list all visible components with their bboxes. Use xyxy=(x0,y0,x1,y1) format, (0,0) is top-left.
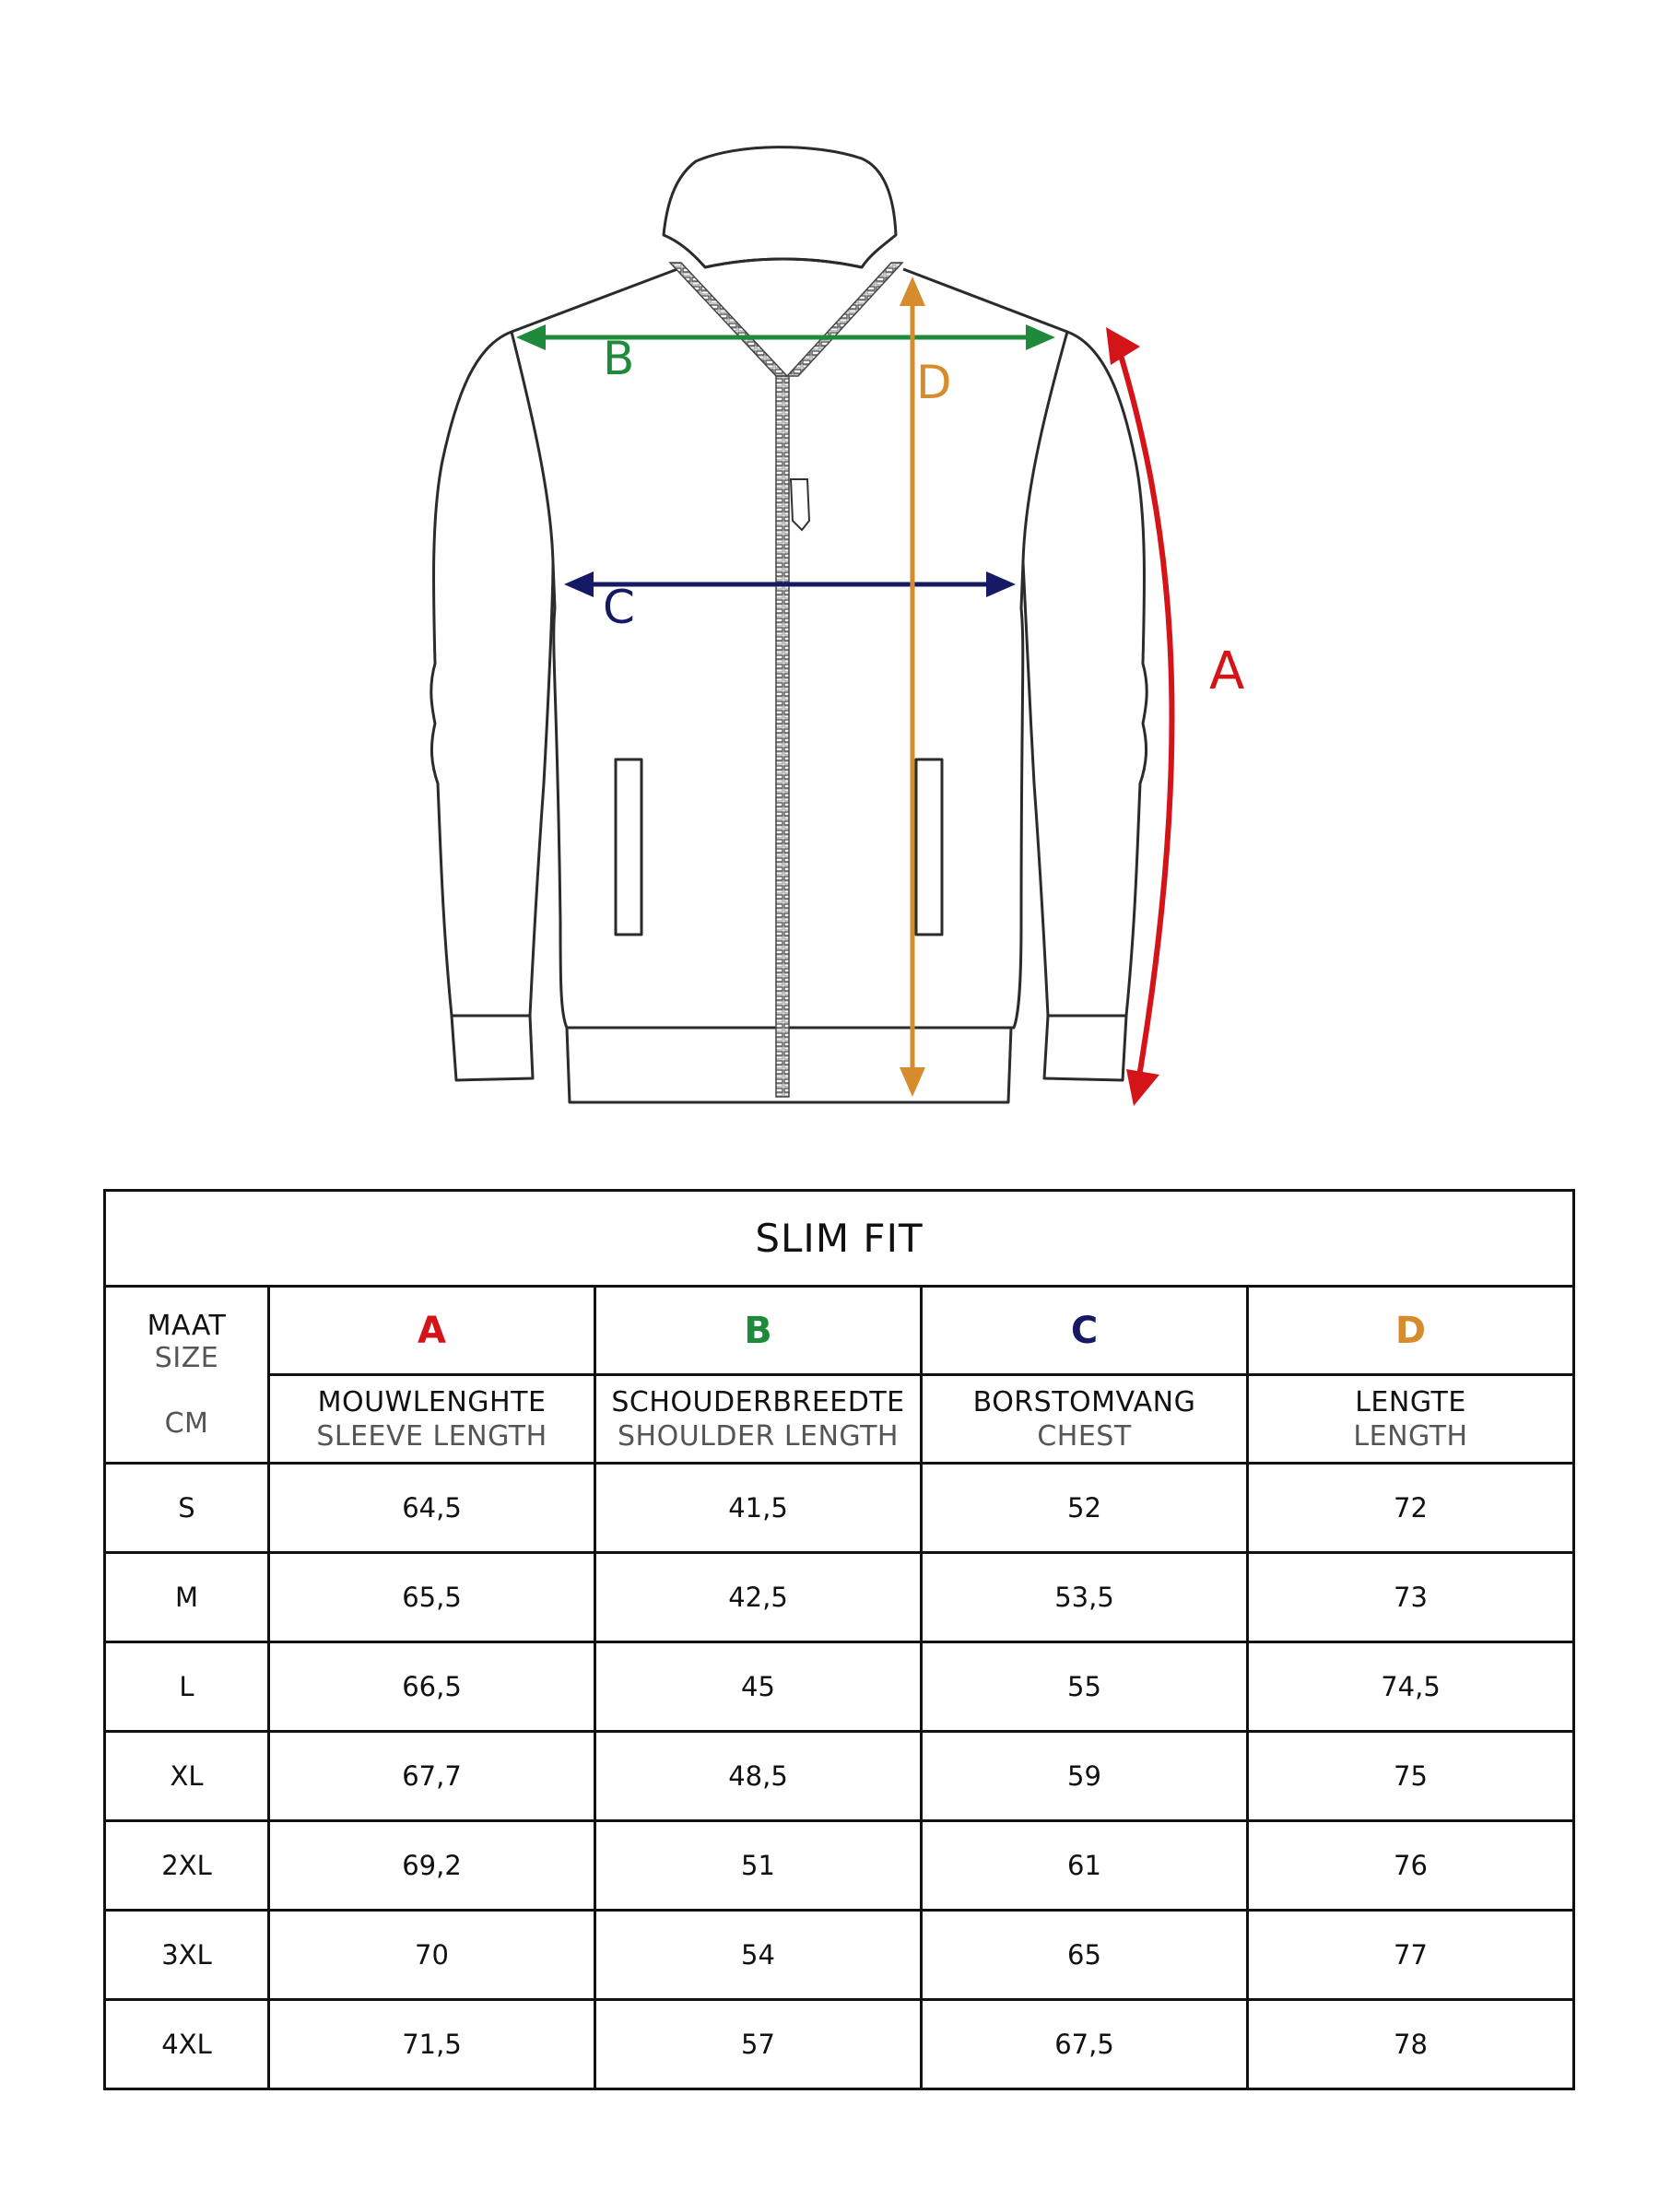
letter-c: C xyxy=(1070,1309,1099,1352)
value-cell: 57 xyxy=(595,2000,922,2089)
column-header xyxy=(1248,1375,1574,1464)
value-cell: 41,5 xyxy=(595,1464,922,1553)
value-cell: 65,5 xyxy=(269,1553,595,1642)
column-name-nl: BORSTOMVANG xyxy=(972,1385,1196,1418)
table-row xyxy=(105,1553,1574,1642)
size-cell: M xyxy=(105,1553,269,1642)
column-letter xyxy=(269,1287,595,1375)
value-cell: 67,5 xyxy=(922,2000,1248,2089)
label-d: D xyxy=(916,356,952,409)
size-cell: S xyxy=(105,1464,269,1553)
value-cell: 54 xyxy=(595,1911,922,2000)
value-cell: 71,5 xyxy=(269,2000,595,2089)
size-cell: 2XL xyxy=(105,1821,269,1911)
table-row xyxy=(105,1464,1574,1553)
column-header xyxy=(595,1375,922,1464)
letter-a: A xyxy=(418,1309,446,1352)
column-name-nl: SCHOUDERBREEDTE xyxy=(611,1385,905,1418)
value-cell: 78 xyxy=(1248,2000,1574,2089)
value-cell: 42,5 xyxy=(595,1553,922,1642)
table-row xyxy=(105,1642,1574,1732)
table-row xyxy=(105,1821,1574,1911)
column-name-nl: MOUWLENGHTE xyxy=(317,1385,547,1418)
label-c: C xyxy=(603,581,635,634)
value-cell: 75 xyxy=(1248,1732,1574,1821)
size-cell: 3XL xyxy=(105,1911,269,2000)
table-row xyxy=(105,1732,1574,1821)
value-cell: 69,2 xyxy=(269,1821,595,1911)
size-cell: XL xyxy=(105,1732,269,1821)
label-a: A xyxy=(1209,641,1245,701)
letter-d: D xyxy=(1394,1309,1427,1352)
value-cell: 61 xyxy=(922,1821,1248,1911)
value-cell: 74,5 xyxy=(1248,1642,1574,1732)
value-cell: 73 xyxy=(1248,1553,1574,1642)
size-header-nl: MAAT xyxy=(147,1310,227,1342)
value-cell: 48,5 xyxy=(595,1732,922,1821)
right-pocket xyxy=(916,759,942,935)
column-letter xyxy=(1248,1287,1574,1375)
value-cell: 70 xyxy=(269,1911,595,2000)
value-cell: 66,5 xyxy=(269,1642,595,1732)
unit-label: CM xyxy=(164,1407,209,1440)
right-cuff xyxy=(1044,1016,1126,1080)
column-letter xyxy=(595,1287,922,1375)
size-chart-table xyxy=(103,1189,1575,2090)
value-cell: 55 xyxy=(922,1642,1248,1732)
zipper-pull xyxy=(791,479,809,530)
label-b: B xyxy=(603,332,635,385)
size-header xyxy=(105,1287,269,1464)
table-title: SLIM FIT xyxy=(105,1191,1574,1287)
value-cell: 76 xyxy=(1248,1821,1574,1911)
value-cell: 53,5 xyxy=(922,1553,1248,1642)
value-cell: 45 xyxy=(595,1642,922,1732)
table-row xyxy=(105,2000,1574,2089)
measure-a xyxy=(1106,327,1172,1106)
value-cell: 77 xyxy=(1248,1911,1574,2000)
value-cell: 59 xyxy=(922,1732,1248,1821)
column-name-en: SLEEVE LENGTH xyxy=(316,1419,547,1453)
column-header xyxy=(922,1375,1248,1464)
column-name-nl: LENGTE xyxy=(1355,1385,1466,1418)
size-cell: 4XL xyxy=(105,2000,269,2089)
value-cell: 64,5 xyxy=(269,1464,595,1553)
column-letter xyxy=(922,1287,1248,1375)
value-cell: 67,7 xyxy=(269,1732,595,1821)
left-cuff xyxy=(452,1016,533,1080)
left-pocket xyxy=(616,759,641,935)
column-name-en: LENGTH xyxy=(1353,1419,1468,1453)
zipper xyxy=(670,263,902,1097)
value-cell: 52 xyxy=(922,1464,1248,1553)
measure-b xyxy=(516,324,1055,350)
size-header-en: SIZE xyxy=(154,1342,219,1374)
table-row xyxy=(105,1911,1574,2000)
value-cell: 72 xyxy=(1248,1464,1574,1553)
column-name-en: SHOULDER LENGTH xyxy=(618,1419,899,1453)
letter-b: B xyxy=(744,1309,772,1352)
size-cell: L xyxy=(105,1642,269,1732)
collar-band xyxy=(705,259,862,267)
value-cell: 51 xyxy=(595,1821,922,1911)
collar xyxy=(664,147,896,267)
column-name-en: CHEST xyxy=(1037,1419,1132,1453)
column-header xyxy=(269,1375,595,1464)
value-cell: 65 xyxy=(922,1911,1248,2000)
